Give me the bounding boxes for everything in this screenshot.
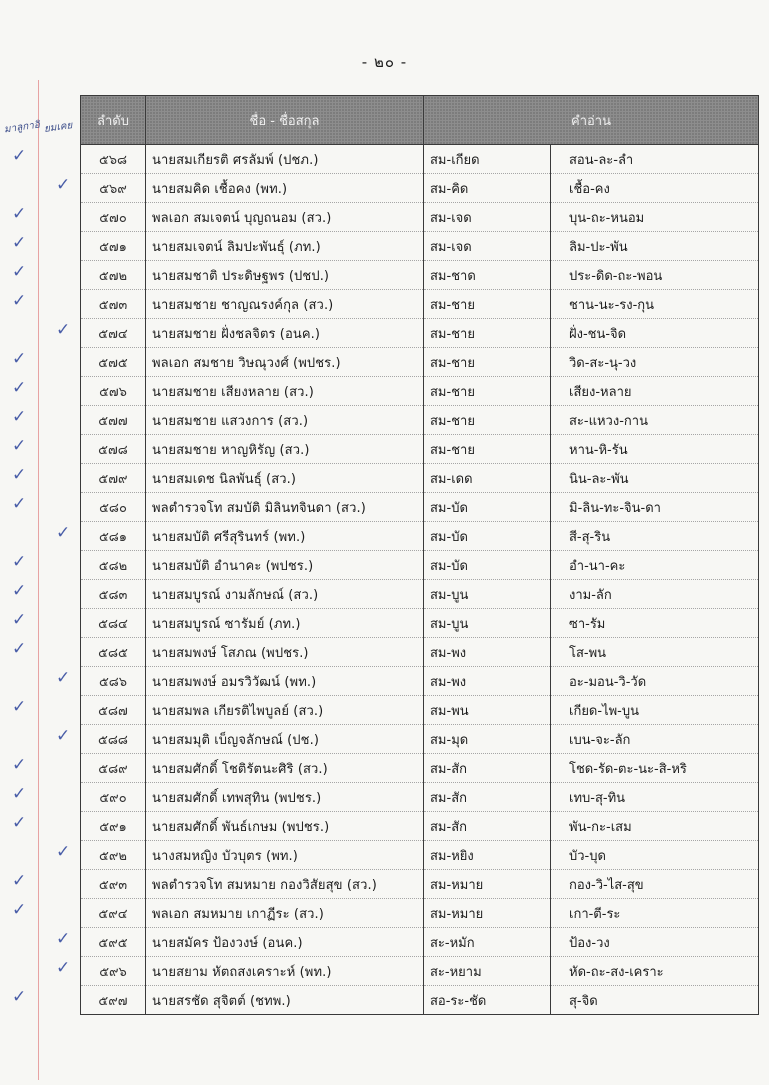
table-row bbox=[81, 406, 759, 435]
table-row bbox=[81, 174, 759, 203]
row-syllable: สม-สัก bbox=[424, 783, 551, 812]
row-number: ๕๘๘ bbox=[81, 725, 146, 754]
row-number: ๕๘๗ bbox=[81, 696, 146, 725]
table-row bbox=[81, 638, 759, 667]
table-row bbox=[81, 551, 759, 580]
checkmark-icon: ✓ bbox=[56, 929, 71, 949]
row-number: ๕๗๗ bbox=[81, 406, 146, 435]
row-number: ๕๗๕ bbox=[81, 348, 146, 377]
row-name: นายสรชัด สุจิตต์ (ชทพ.) bbox=[146, 986, 424, 1015]
row-name: นายสมชาย ชาญณรงค์กุล (สว.) bbox=[146, 290, 424, 319]
checkmark-icon: ✓ bbox=[56, 958, 71, 978]
row-number: ๕๙๗ bbox=[81, 986, 146, 1015]
row-number: ๕๘๖ bbox=[81, 667, 146, 696]
table-row bbox=[81, 754, 759, 783]
margin-rule bbox=[38, 80, 39, 1080]
checkmark-icon: ✓ bbox=[12, 349, 27, 369]
checkmark-icon: ✓ bbox=[56, 175, 71, 195]
row-reading: สะ-แหวง-กาน bbox=[551, 406, 759, 435]
row-number: ๕๗๔ bbox=[81, 319, 146, 348]
row-reading: ลิม-ปะ-พัน bbox=[551, 232, 759, 261]
checkmark-icon: ✓ bbox=[12, 378, 27, 398]
table-header-row bbox=[81, 96, 759, 145]
row-reading: อำ-นา-คะ bbox=[551, 551, 759, 580]
row-reading: สุ-จิด bbox=[551, 986, 759, 1015]
row-name: นางสมหญิง บัวบุตร (พท.) bbox=[146, 841, 424, 870]
row-name: นายสมัคร ป้องวงษ์ (อนค.) bbox=[146, 928, 424, 957]
row-name: นายสมเดช นิลพันธุ์ (สว.) bbox=[146, 464, 424, 493]
row-name: นายสมศักดิ์ โชติรัตนะศิริ (สว.) bbox=[146, 754, 424, 783]
table-row bbox=[81, 957, 759, 986]
row-name: นายสมชาติ ประดิษฐพร (ปชป.) bbox=[146, 261, 424, 290]
row-reading: ประ-ดิด-ถะ-พอน bbox=[551, 261, 759, 290]
checkmark-icon: ✓ bbox=[12, 987, 27, 1007]
row-number: ๕๙๔ bbox=[81, 899, 146, 928]
row-number: ๕๘๕ bbox=[81, 638, 146, 667]
table-row bbox=[81, 696, 759, 725]
row-number: ๕๗๑ bbox=[81, 232, 146, 261]
table-row bbox=[81, 667, 759, 696]
table-row bbox=[81, 870, 759, 899]
row-name: นายสมชาย เสียงหลาย (สว.) bbox=[146, 377, 424, 406]
checkmark-icon: ✓ bbox=[56, 523, 71, 543]
row-reading: สี-สุ-ริน bbox=[551, 522, 759, 551]
checkmark-icon: ✓ bbox=[12, 639, 27, 659]
checkmark-icon: ✓ bbox=[12, 755, 27, 775]
row-name: นายสมบัติ ศรีสุรินทร์ (พท.) bbox=[146, 522, 424, 551]
row-reading: กอง-วิ-ไส-สุข bbox=[551, 870, 759, 899]
row-number: ๕๗๖ bbox=[81, 377, 146, 406]
row-reading: เกา-ตี-ระ bbox=[551, 899, 759, 928]
checkmark-icon: ✓ bbox=[56, 726, 71, 746]
row-name: นายสมบูรณ์ งามลักษณ์ (สว.) bbox=[146, 580, 424, 609]
checkmark-icon: ✓ bbox=[12, 552, 27, 572]
row-syllable: สม-บูน bbox=[424, 609, 551, 638]
row-number: ๕๘๙ bbox=[81, 754, 146, 783]
row-number: ๕๙๒ bbox=[81, 841, 146, 870]
row-name: นายสยาม หัตถสงเคราะห์ (พท.) bbox=[146, 957, 424, 986]
table-row bbox=[81, 377, 759, 406]
row-name: พลเอก สมชาย วิษณุวงศ์ (พปชร.) bbox=[146, 348, 424, 377]
checkmark-icon: ✓ bbox=[12, 436, 27, 456]
row-syllable: สม-ชาย bbox=[424, 319, 551, 348]
row-syllable: สม-พง bbox=[424, 638, 551, 667]
row-syllable: สม-บูน bbox=[424, 580, 551, 609]
row-name: นายสมชาย แสวงการ (สว.) bbox=[146, 406, 424, 435]
row-syllable: สม-สัก bbox=[424, 812, 551, 841]
checkmark-icon: ✓ bbox=[12, 262, 27, 282]
row-number: ๕๘๓ bbox=[81, 580, 146, 609]
row-number: ๕๙๑ bbox=[81, 812, 146, 841]
table-row bbox=[81, 812, 759, 841]
table-row bbox=[81, 493, 759, 522]
row-syllable: สม-เจด bbox=[424, 232, 551, 261]
checkmark-icon: ✓ bbox=[12, 610, 27, 630]
row-number: ๕๙๐ bbox=[81, 783, 146, 812]
row-reading: มิ-ลิน-ทะ-จิน-ดา bbox=[551, 493, 759, 522]
checkmark-icon: ✓ bbox=[12, 233, 27, 253]
checkmark-icon: ✓ bbox=[12, 813, 27, 833]
row-reading: ฝั่ง-ชน-จิด bbox=[551, 319, 759, 348]
row-number: ๕๗๐ bbox=[81, 203, 146, 232]
row-reading: เชื้อ-คง bbox=[551, 174, 759, 203]
table-row bbox=[81, 348, 759, 377]
row-number: ๕๙๖ bbox=[81, 957, 146, 986]
row-reading: อะ-มอน-วิ-วัด bbox=[551, 667, 759, 696]
checkmark-icon: ✓ bbox=[12, 204, 27, 224]
row-name: นายสมคิด เชื้อคง (พท.) bbox=[146, 174, 424, 203]
row-reading: หัด-ถะ-สง-เคราะ bbox=[551, 957, 759, 986]
table-row bbox=[81, 986, 759, 1015]
row-syllable: สม-พง bbox=[424, 667, 551, 696]
row-name: นายสมศักดิ์ พันธ์เกษม (พปชร.) bbox=[146, 812, 424, 841]
row-reading: พัน-กะ-เสม bbox=[551, 812, 759, 841]
margin-header-1: มาลูกาอิ bbox=[3, 119, 41, 136]
row-syllable: สม-เดด bbox=[424, 464, 551, 493]
table-row bbox=[81, 464, 759, 493]
row-syllable: สม-เกียด bbox=[424, 145, 551, 174]
row-reading: งาม-ลัก bbox=[551, 580, 759, 609]
row-syllable: สะ-หมัก bbox=[424, 928, 551, 957]
row-name: นายสมเกียรติ ศรลัมพ์ (ปชภ.) bbox=[146, 145, 424, 174]
checkmark-icon: ✓ bbox=[56, 320, 71, 340]
row-syllable: สม-พน bbox=[424, 696, 551, 725]
row-reading: ซา-รัม bbox=[551, 609, 759, 638]
checkmark-icon: ✓ bbox=[56, 668, 71, 688]
page-number: - ๒๐ - bbox=[361, 53, 408, 71]
row-syllable: สม-ชาย bbox=[424, 290, 551, 319]
row-syllable: สม-ชาย bbox=[424, 435, 551, 464]
checkmark-icon: ✓ bbox=[56, 842, 71, 862]
row-syllable: สะ-หยาม bbox=[424, 957, 551, 986]
checkmark-icon: ✓ bbox=[12, 581, 27, 601]
row-syllable: สม-คิด bbox=[424, 174, 551, 203]
row-syllable: สอ-ระ-ชัด bbox=[424, 986, 551, 1015]
checkmark-icon: ✓ bbox=[12, 697, 27, 717]
row-number: ๕๙๕ bbox=[81, 928, 146, 957]
table-row bbox=[81, 261, 759, 290]
row-number: ๕๖๙ bbox=[81, 174, 146, 203]
row-syllable: สม-หมาย bbox=[424, 870, 551, 899]
table-row bbox=[81, 580, 759, 609]
table-row bbox=[81, 319, 759, 348]
row-syllable: สม-ชาย bbox=[424, 406, 551, 435]
row-name: นายสมศักดิ์ เทพสุทิน (พปชร.) bbox=[146, 783, 424, 812]
row-reading: เทบ-สุ-ทิน bbox=[551, 783, 759, 812]
row-name: นายสมมุติ เบ็ญจลักษณ์ (ปช.) bbox=[146, 725, 424, 754]
row-number: ๕๘๒ bbox=[81, 551, 146, 580]
table-row bbox=[81, 783, 759, 812]
checkmark-icon: ✓ bbox=[12, 900, 27, 920]
row-number: ๕๗๙ bbox=[81, 464, 146, 493]
row-reading: โส-พน bbox=[551, 638, 759, 667]
row-name: พลตำรวจโท สมหมาย กองวิสัยสุข (สว.) bbox=[146, 870, 424, 899]
table-row bbox=[81, 522, 759, 551]
row-name: นายสมบูรณ์ ซารัมย์ (ภท.) bbox=[146, 609, 424, 638]
checkmark-icon: ✓ bbox=[12, 407, 27, 427]
table-row bbox=[81, 290, 759, 319]
row-syllable: สม-ชาย bbox=[424, 377, 551, 406]
row-syllable: สม-บัด bbox=[424, 522, 551, 551]
checkmark-icon: ✓ bbox=[12, 784, 27, 804]
row-reading: ชาน-นะ-รง-กุน bbox=[551, 290, 759, 319]
row-name: นายสมพงษ์ อมรวิวัฒน์ (พท.) bbox=[146, 667, 424, 696]
row-name: นายสมเจตน์ ลิมปะพันธุ์ (ภท.) bbox=[146, 232, 424, 261]
row-syllable: สม-สัก bbox=[424, 754, 551, 783]
row-number: ๕๘๔ bbox=[81, 609, 146, 638]
table-row bbox=[81, 232, 759, 261]
table-row bbox=[81, 928, 759, 957]
row-name: นายสมบัติ อำนาคะ (พปชร.) bbox=[146, 551, 424, 580]
row-number: ๕๗๒ bbox=[81, 261, 146, 290]
row-number: ๕๘๑ bbox=[81, 522, 146, 551]
row-reading: เสียง-หลาย bbox=[551, 377, 759, 406]
row-name: นายสมพงษ์ โสภณ (พปชร.) bbox=[146, 638, 424, 667]
table-row bbox=[81, 435, 759, 464]
row-reading: โชด-รัด-ตะ-นะ-สิ-หริ bbox=[551, 754, 759, 783]
row-reading: หาน-หิ-รัน bbox=[551, 435, 759, 464]
header-reading: คำอ่าน bbox=[424, 96, 759, 145]
row-reading: นิน-ละ-พัน bbox=[551, 464, 759, 493]
row-number: ๕๗๓ bbox=[81, 290, 146, 319]
table-row bbox=[81, 725, 759, 754]
table-row bbox=[81, 203, 759, 232]
row-name: พลเอก สมหมาย เกาฏีระ (สว.) bbox=[146, 899, 424, 928]
checkmark-icon: ✓ bbox=[12, 465, 27, 485]
row-reading: เกียด-ไพ-บูน bbox=[551, 696, 759, 725]
table-row bbox=[81, 609, 759, 638]
row-reading: บัว-บุด bbox=[551, 841, 759, 870]
row-number: ๕๗๘ bbox=[81, 435, 146, 464]
row-number: ๕๙๓ bbox=[81, 870, 146, 899]
row-syllable: สม-มุด bbox=[424, 725, 551, 754]
row-reading: บุน-ถะ-หนอม bbox=[551, 203, 759, 232]
row-syllable: สม-หยิง bbox=[424, 841, 551, 870]
row-number: ๕๖๘ bbox=[81, 145, 146, 174]
row-reading: สอน-ละ-ลำ bbox=[551, 145, 759, 174]
table-row bbox=[81, 145, 759, 174]
checkmark-icon: ✓ bbox=[12, 871, 27, 891]
row-name: นายสมชาย ฝั่งชลจิตร (อนค.) bbox=[146, 319, 424, 348]
row-name: พลเอก สมเจตน์ บุญถนอม (สว.) bbox=[146, 203, 424, 232]
row-syllable: สม-ชาย bbox=[424, 348, 551, 377]
margin-header-2: ยมเคย bbox=[43, 120, 74, 135]
name-pronunciation-table bbox=[80, 95, 759, 1015]
row-name: พลตำรวจโท สมบัติ มิลินทจินดา (สว.) bbox=[146, 493, 424, 522]
row-syllable: สม-ชาด bbox=[424, 261, 551, 290]
table-row bbox=[81, 841, 759, 870]
header-name: ชื่อ - ชื่อสกุล bbox=[146, 96, 424, 145]
row-reading: เบน-จะ-ลัก bbox=[551, 725, 759, 754]
table-row bbox=[81, 899, 759, 928]
checkmark-icon: ✓ bbox=[12, 291, 27, 311]
row-syllable: สม-เจด bbox=[424, 203, 551, 232]
header-no: ลำดับ bbox=[81, 96, 146, 145]
row-syllable: สม-บัด bbox=[424, 493, 551, 522]
checkmark-icon: ✓ bbox=[12, 146, 27, 166]
row-reading: ป้อง-วง bbox=[551, 928, 759, 957]
row-syllable: สม-หมาย bbox=[424, 899, 551, 928]
checkmark-icon: ✓ bbox=[12, 494, 27, 514]
row-reading: วิด-สะ-นุ-วง bbox=[551, 348, 759, 377]
row-number: ๕๘๐ bbox=[81, 493, 146, 522]
row-name: นายสมพล เกียรติไพบูลย์ (สว.) bbox=[146, 696, 424, 725]
row-name: นายสมชาย หาญหิรัญ (สว.) bbox=[146, 435, 424, 464]
row-syllable: สม-บัด bbox=[424, 551, 551, 580]
